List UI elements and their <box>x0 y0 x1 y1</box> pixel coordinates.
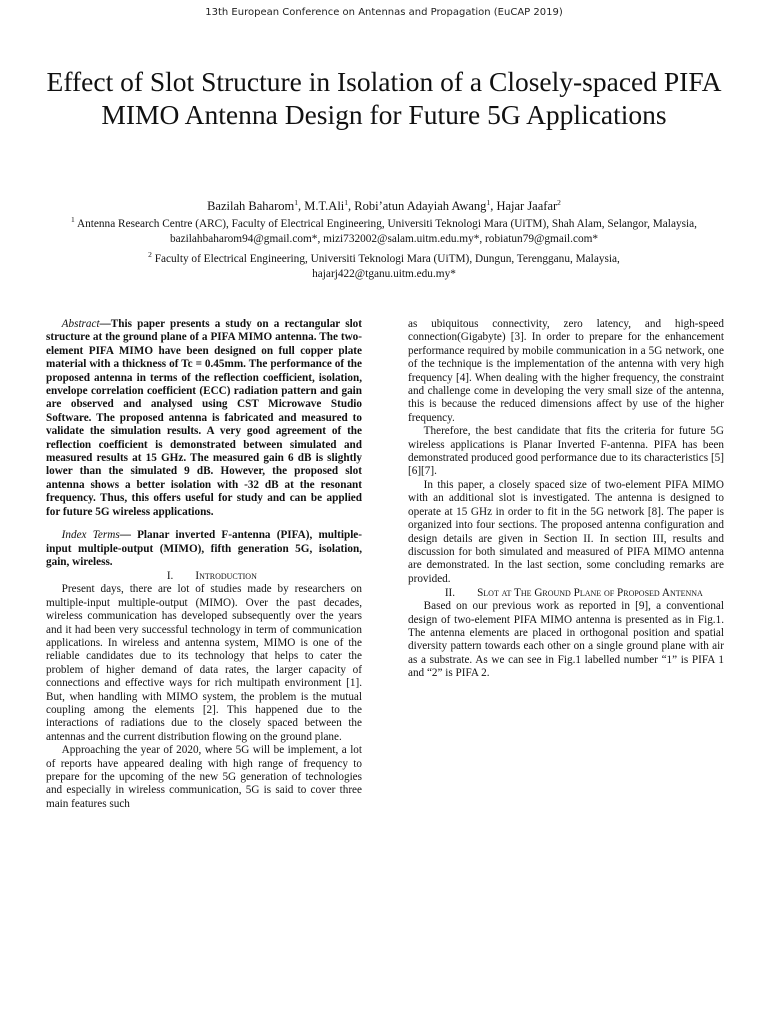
author-affiliation-mark: 1 <box>344 198 349 207</box>
abstract-label: Abstract <box>61 318 100 330</box>
section-number: I. <box>166 570 174 583</box>
author-affiliation-mark: 2 <box>557 198 561 207</box>
index-terms-label: Index Terms <box>61 529 120 542</box>
author-name: Hajar Jaafar <box>496 199 558 214</box>
affiliation-number: 1 <box>71 215 75 224</box>
author-name: Bazilah Baharom <box>207 199 295 214</box>
affiliation-1-emails: bazilahbaharom94@gmail.com*, mizi732002@salam.uitm.edu.my*, robiatun79@gmail.com* <box>169 232 599 245</box>
section-heading-slot <box>408 586 724 600</box>
affiliation-number: 2 <box>148 250 152 260</box>
paragraph: as ubiquitous connectivity, zero latency, and high-speed connection(Gigabyte) [3]. In order to prepare for the enhancement performance required by mobile communication in a 5G network, one of the technique is the implementation of the antenna with very high frequency [4]. When dealing with the higher frequency, the constraint and challenge come in developing the very small size of the antenna, this is because the reduced dimensions affect by use of the higher frequency. <box>408 318 724 424</box>
author-affiliation-mark: 1 <box>294 198 298 207</box>
affiliation-2 <box>30 247 738 267</box>
index-terms-text: — Planar inverted F-antenna (PIFA), multiple-input multiple-output (MIMO), fifth generation 5G, isolation, gain, wireless. <box>46 529 362 568</box>
paper-title: Effect of Slot Structure in Isolation of a Closely-spaced PIFA MIMO Antenna Design for Future 5G Applications <box>46 66 722 130</box>
section-heading-introduction <box>46 569 362 583</box>
author-affiliation-mark: 1 <box>486 198 491 207</box>
paragraph: Based on our previous work as reported in [9], a conventional design of two-element PIFA MIMO antenna is presented as in Fig.1. The antenna elements are placed in orthogonal position and spatial diversity pattern towards each other on a single ground plane with air as a substrate. As we can see in Fig.1 labelled number “1” is PIFA 1 and “2” is PIFA 2. <box>408 600 724 680</box>
abstract-text: —This paper presents a study on a rectangular slot structure at the ground plane of a PIFA MIMO antenna. The two-element PIFA MIMO have been designed on full copper plate material with a thickness of Tc = 0.45mm. The performance of the proposed antenna in terms of the reflection coefficient, isolation, envelope correlation coefficient (ECC) radiation pattern and gain are observed and analysed using CST Microwave Studio Software. The proposed antenna is fabricated and measured to validate the simulation results. A very good agreement of the reflection coefficient is demonstrated between simulated and measured results at 15 GHz. The measured gain 6 dB is slightly lower than the simulated 9 dB. However, the proposed slot antenna shows a better isolation with -32 dB at the resonant frequency. Thus, this offers useful for study and can be applied for future 5G wireless applications. <box>46 318 362 518</box>
section-number: II. <box>444 587 456 600</box>
paragraph: Approaching the year of 2020, where 5G will be implement, a lot of reports have appeared dealing with high range of frequency to prepare for the upcoming of the new 5G generation of technologies and especially in wireless communication, 5G is said to cover three main features such <box>46 744 362 810</box>
author-name: M.T.Ali <box>304 199 345 214</box>
affiliation-1 <box>30 212 738 232</box>
paragraph: Present days, there are lot of studies made by researchers on multiple-input multiple-output (MIMO). Over the past decades, wireless communication has developed subsequently over the years and it had been very successful technology in term of communication applications. In wireless and antenna system, MIMO is one of the reliable candidates due to its technology that helps to cater the problem of higher demand of data rates, the larger capacity of connections and effective ways for rich multipath environment [1]. But, when handling with MIMO system, the problem is the mutual coupling among the elements [2]. This happened due to the interactions of radiations due to the closely spaced between the antennas and the current distribution flowing on the ground plane. <box>46 583 362 743</box>
conference-header: 13th European Conference on Antennas and Propagation (EuCAP 2019) <box>205 7 563 18</box>
author-list: Bazilah Baharom$^1$, M.T.Ali$^1$, Robi’atun Adayiah Awang$^1$, Hajar Jaafar$^2$ <box>207 198 561 214</box>
affiliation-2-emails: hajarj422@tganu.uitm.edu.my* <box>312 268 456 281</box>
affiliation-text: Antenna Research Centre (ARC), Faculty of Electrical Engineering, Universiti Teknologi Mara (UiTM), Shah Alam, Selangor, Malaysia, <box>76 217 697 230</box>
author-name: Robi’atun Adayiah Awang <box>354 199 487 214</box>
section-title: Slot at The Ground Plane of Proposed Antenna <box>477 587 703 600</box>
affiliations <box>30 212 738 282</box>
paragraph: In this paper, a closely spaced size of two-element PIFA MIMO with an additional slot is investigated. The antenna is designed to operate at 15 GHz in order to fit in the 5G network [8]. The paper is organized into four sections. The proposed antenna configuration and design details are given in Section II. In section III, results and discussion for both simulated and measured of PIFA MIMO antenna are demonstrated. In the last section, some concluding remarks are provided. <box>408 478 724 585</box>
section-title: Introduction <box>195 570 257 583</box>
affiliation-text: Faculty of Electrical Engineering, Universiti Teknologi Mara (UiTM), Dungun, Terengganu, Malaysia, <box>154 252 620 265</box>
left-column <box>46 318 362 811</box>
index-terms <box>46 529 362 569</box>
right-column <box>408 318 724 681</box>
paragraph: Therefore, the best candidate that fits the criteria for future 5G wireless applications is Planar Inverted F-antenna. PIFA has been demonstrated produced good performance due to its characteristics [5][6][7]. <box>408 425 724 478</box>
abstract <box>46 318 362 519</box>
